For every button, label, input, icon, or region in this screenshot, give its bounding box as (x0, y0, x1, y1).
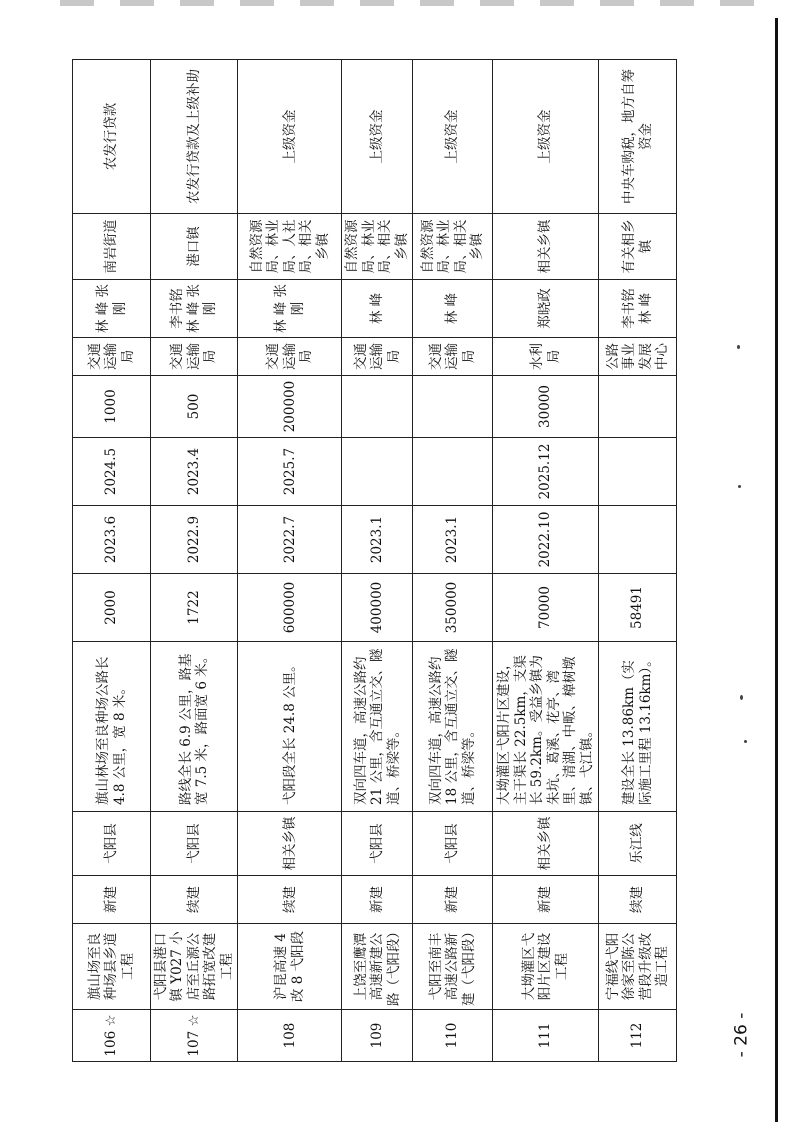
table-row (493, 60, 599, 1062)
cell-resp: 相关乡镇 (493, 214, 599, 280)
cell-investment: 400000 (342, 574, 413, 642)
cell-resp: 自然资源局、林业局、相关乡镇 (413, 214, 493, 280)
scan-speck (740, 695, 743, 700)
cell-leader: 李书铭 林 峰 (599, 280, 677, 338)
cell-investment: 58491 (599, 574, 677, 642)
cell-unit: 交通运输局 (342, 338, 413, 376)
table-row (238, 60, 342, 1062)
cell-resp: 南岩街道 (73, 214, 151, 280)
cell-type: 新建 (73, 876, 151, 924)
page-number: - 26 - (731, 1012, 751, 1058)
cell-no: 108 (238, 1010, 342, 1062)
cell-content: 路线全长 6.9 公里，路基宽 7.5 米，路面宽 6 米。 (151, 642, 238, 812)
cell-name: 宁福线弋阳徐家至陈公营段升级改造工程 (599, 924, 677, 1010)
cell-funding: 中央车购税，地方自筹资金 (599, 60, 677, 214)
cell-content: 双向四车道，高速公路约 18 公里，含互通立交、隧道、桥梁等。 (413, 642, 493, 812)
cell-resp: 自然资源局、林业局、人社局、相关乡镇 (238, 214, 342, 280)
cell-investment: 350000 (413, 574, 493, 642)
cell-funding: 上级资金 (493, 60, 599, 214)
cell-name: 弋阳县港口镇 Y027 小店至丘源公路拓宽改建工程 (151, 924, 238, 1010)
cell-name: 旗山场至良种场县乡道工程 (73, 924, 151, 1010)
cell-leader: 李书铭 林 峰 张 刚 (151, 280, 238, 338)
cell-end (413, 438, 493, 506)
cell-content: 建设全长 13.86km（实际施工里程 13.16km）。 (599, 642, 677, 812)
scan-speck (737, 345, 740, 349)
cell-content: 弋阳段全长 24.8 公里。 (238, 642, 342, 812)
table-row (599, 60, 677, 1062)
cell-location: 乐江线 (599, 812, 677, 876)
cell-location: 相关乡镇 (238, 812, 342, 876)
table-row (151, 60, 238, 1062)
cell-unit: 交通运输局 (73, 338, 151, 376)
cell-end: 2024.5 (73, 438, 151, 506)
cell-no: 111 (493, 1010, 599, 1062)
cell-planned (342, 376, 413, 438)
cell-name: 沪昆高速 4 改 8 弋阳段 (238, 924, 342, 1010)
cell-planned (599, 376, 677, 438)
cell-content: 旗山林场至良种场公路长 4.8 公里，宽 8 米。 (73, 642, 151, 812)
cell-start: 2023.1 (342, 506, 413, 574)
cell-no: 106 ☆ (73, 1010, 151, 1062)
project-table (72, 59, 677, 1062)
cell-location: 弋阳县 (413, 812, 493, 876)
cell-investment: 70000 (493, 574, 599, 642)
cell-leader: 郑晓政 (493, 280, 599, 338)
cell-end: 2025.12 (493, 438, 599, 506)
cell-name: 上饶至鹰潭高速新建公路（弋阳段） (342, 924, 413, 1010)
cell-unit: 交通运输局 (238, 338, 342, 376)
cell-resp: 有关相乡镇 (599, 214, 677, 280)
page-binding-border (775, 18, 778, 1122)
cell-funding: 上级资金 (342, 60, 413, 214)
cell-planned: 30000 (493, 376, 599, 438)
cell-resp: 自然资源局、林业局、相关乡镇 (342, 214, 413, 280)
cell-type: 续建 (151, 876, 238, 924)
cell-no: 112 (599, 1010, 677, 1062)
cell-location: 弋阳县 (73, 812, 151, 876)
table-row (73, 60, 151, 1062)
cell-type: 新建 (493, 876, 599, 924)
cell-planned: 200000 (238, 376, 342, 438)
cell-investment: 2000 (73, 574, 151, 642)
cell-leader: 林 峰 张 刚 (73, 280, 151, 338)
scan-speck (738, 485, 741, 488)
cell-type: 新建 (413, 876, 493, 924)
cell-funding: 农发行贷款 (73, 60, 151, 214)
cell-name: 大坳灌区弋阳片区建设工程 (493, 924, 599, 1010)
cell-no: 109 (342, 1010, 413, 1062)
cell-planned: 1000 (73, 376, 151, 438)
cell-start: 2022.9 (151, 506, 238, 574)
cell-funding: 上级资金 (413, 60, 493, 214)
cell-unit: 交通运输局 (151, 338, 238, 376)
page-top-edge (60, 0, 770, 6)
cell-content: 大坳灌区弋阳片区建设，主干渠长 22.5km，支渠长 59.2km。受益乡镇为朱坑、葛溪、花亭、湾里、清湖、中畈、樟树墩镇、弋江镇。 (493, 642, 599, 812)
cell-type: 续建 (599, 876, 677, 924)
cell-end (599, 438, 677, 506)
cell-leader: 林 峰 (342, 280, 413, 338)
cell-end (342, 438, 413, 506)
cell-investment: 1722 (151, 574, 238, 642)
cell-investment: 600000 (238, 574, 342, 642)
cell-no: 110 (413, 1010, 493, 1062)
cell-location: 弋阳县 (342, 812, 413, 876)
cell-leader: 林 峰 (413, 280, 493, 338)
cell-location: 相关乡镇 (493, 812, 599, 876)
scan-speck (744, 740, 747, 743)
cell-start: 2023.6 (73, 506, 151, 574)
cell-unit: 交通运输局 (413, 338, 493, 376)
table-row (342, 60, 413, 1062)
cell-no: 107 ☆ (151, 1010, 238, 1062)
table-row (413, 60, 493, 1062)
cell-planned (413, 376, 493, 438)
cell-funding: 农发行贷款及上级补助 (151, 60, 238, 214)
cell-start: 2022.10 (493, 506, 599, 574)
cell-start (599, 506, 677, 574)
cell-content: 双向四车道，高速公路约 21 公里，含互通立交、隧道、桥梁等。 (342, 642, 413, 812)
cell-planned: 500 (151, 376, 238, 438)
cell-name: 弋阳至南丰高速公路新建（弋阳段） (413, 924, 493, 1010)
cell-leader: 林 峰 张 刚 (238, 280, 342, 338)
cell-unit: 公路事业发展中心 (599, 338, 677, 376)
cell-end: 2023.4 (151, 438, 238, 506)
cell-type: 新建 (342, 876, 413, 924)
cell-start: 2022.7 (238, 506, 342, 574)
cell-start: 2023.1 (413, 506, 493, 574)
cell-type: 续建 (238, 876, 342, 924)
cell-location: 弋阳县 (151, 812, 238, 876)
cell-end: 2025.7 (238, 438, 342, 506)
cell-resp: 港口镇 (151, 214, 238, 280)
rotated-table-container (72, 60, 670, 1062)
cell-funding: 上级资金 (238, 60, 342, 214)
cell-unit: 水利局 (493, 338, 599, 376)
